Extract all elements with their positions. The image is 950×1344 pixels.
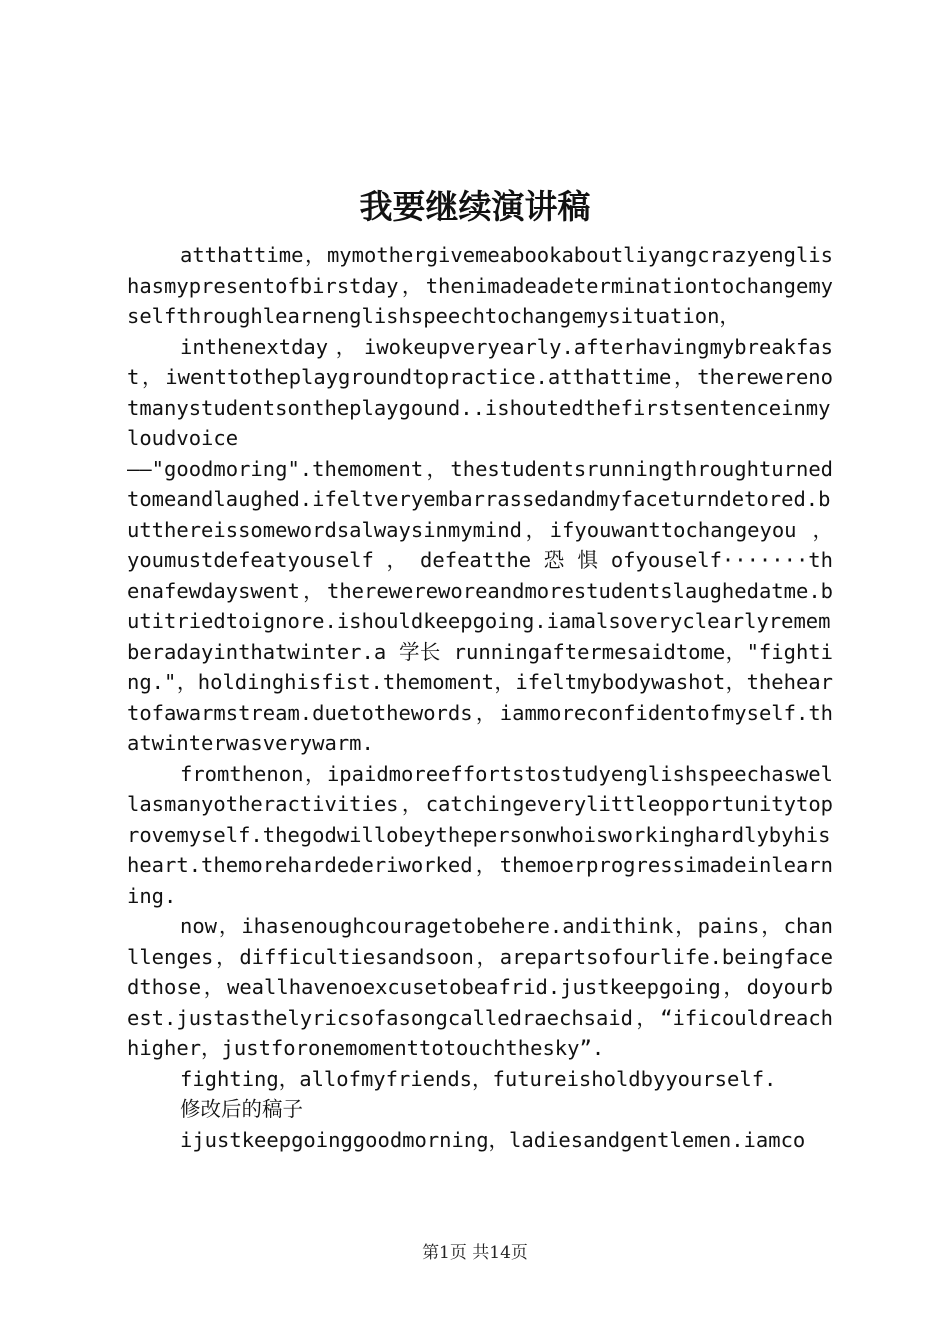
paragraph-4: fromthenon，ipaidmoreeffortstostudyenglishspeechaswellasmanyotheractivities，catchingeverylittleopportunitytoprovemyself.thegodwillobeythepersonwhoisworkinghardlybyhisheart.themorehardederiworked，themoerprogressimadeinlearning. — [127, 761, 833, 908]
paragraph-5: now，ihasenoughcouragetobehere.andithink，pains，chanllenges，difficultiesandsoon，arepartsofourlife.beingfacedthose，weallhavenoexcusetobeafrid.justkeepgoing，doyourbest.justasthelyricsofasongcalledraechsaid，“ificouldreachhigher，justforonemomenttotouchthesky”. — [127, 914, 833, 1060]
paragraph-7-heading: 修改后的稿子 — [180, 1097, 303, 1121]
paragraph-6: fighting，allofmyfriends，futureisholdbyyourself. — [180, 1066, 777, 1091]
page-footer: 第1页 共14页 — [422, 1243, 528, 1263]
paragraph-3: ——"goodmoring".themoment，thestudentsrunningthroughturnedtomeandlaughed.ifeltveryembarrassedandmyfaceturndetored.butthereissomewordsalwaysinmymind，ifyouwanttochangeyou ， youmustdefeatyouself ， defeatthe 恐 惧 ofyouself·······thenafewdayswent，therewereworeandmorestudentslaughedatme.butitriedtoignore.ishouldkeepgoing.iamalsoveryclearlyrememberadayinthatwinter.a 学长 runningaftermesaidtome，"fighting."，holdinghisfist.themoment，ifeltmybodywashot，theheartofawarmstream.duetothewords，iammoreconfidentofmyself.thatwinterwasverywarm. — [127, 456, 833, 755]
document-body — [127, 240, 833, 1155]
document-title: 我要继续演讲稿 — [359, 187, 591, 226]
paragraph-1: atthattime，mymothergivemeabookaboutliyangcrazyenglishasmypresentofbirstday，thenimadeadeterminationtochangemyselfthroughlearnenglishspeechtochangemysituation， — [127, 243, 833, 328]
paragraph-8: ijustkeepgoinggoodmorning，ladiesandgentlemen.iamco — [180, 1127, 806, 1152]
paragraph-2: inthenextday，iwokeupveryearly.afterhavingmybreakfast，iwenttotheplaygroundtopractice.atthattime，therewerenotmanystudentsontheplaygound..ishoutedthefirstsentenceinmyloudvoice — [127, 334, 833, 450]
